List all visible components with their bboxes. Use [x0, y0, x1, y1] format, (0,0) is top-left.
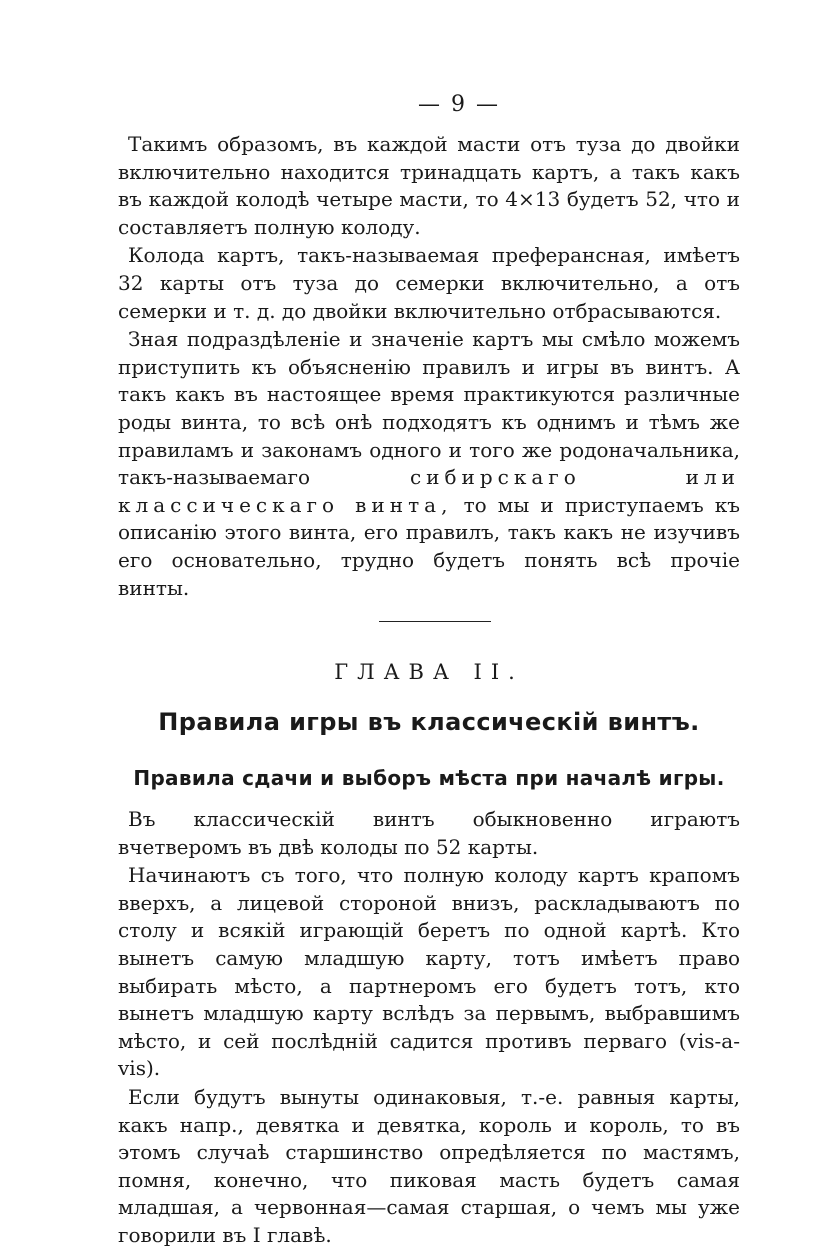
spaced-emphasis: сибирскаго или классическаго винта, — [118, 465, 741, 517]
paragraph-vint-intro-start: Зная подраздѣленіе и значеніе картъ мы смѣло можемъ приступить къ объясненію правилъ и игры въ винтъ. А такъ какъ въ настоящее время практикуются различные роды винта, то всѣ онѣ подходятъ къ однимъ и тѣмъ же правиламъ и законамъ одного и того же родоначальника, такъ-называемаго — [118, 327, 740, 490]
paragraph-vint-intro-end: то мы и приступаемъ къ описанію этого винта, его правилъ, такъ какъ не изучивъ его основательно, трудно будетъ понять всѣ прочіе винты. — [118, 492, 741, 600]
page-number: — 9 — — [418, 92, 500, 117]
paragraph-players: Въ классическій винтъ обыкновенно играютъ вчетверомъ въ двѣ колоды по 52 карты. — [118, 807, 740, 859]
chapter-label: ГЛАВА II. — [334, 660, 524, 685]
paragraph-vint-intro — [118, 326, 740, 602]
paragraph-preference-deck: Колода картъ, такъ-называемая преферансная, имѣетъ 32 карты отъ туза до семерки включительно, а отъ семерки и т. д. до двойки включительно отбрасываются. — [118, 243, 740, 323]
paragraph-equal-cards: Если будутъ вынуты одинаковыя, т.-е. равныя карты, какъ напр., девятка и девятка, король и король, то въ этомъ случаѣ старшинство опредѣляется по мастямъ, помня, конечно, что пиковая масть будетъ самая младшая, а червонная—самая старшая, о чемъ мы уже говорили въ I главѣ. — [118, 1085, 740, 1247]
book-page — [118, 92, 740, 1251]
section-divider — [379, 621, 491, 622]
section-title: Правила сдачи и выборъ мѣста при началѣ игры. — [133, 766, 725, 791]
paragraph-seat-choice: Начинаютъ съ того, что полную колоду картъ крапомъ вверхъ, а лицевой стороной внизъ, раскладываютъ по столу и всякій играющій беретъ по одной картѣ. Кто вынетъ самую младшую карту, тотъ имѣетъ право выбирать мѣсто, а партнеромъ его будетъ тотъ, кто вынетъ младшую карту вслѣдъ за первымъ, выбравшимъ мѣсто, и сей послѣдній садится противъ перваго (vis-a-vis). — [118, 863, 740, 1081]
chapter-title: Правила игры въ классическій винтъ. — [158, 708, 700, 737]
paragraph-suits: Такимъ образомъ, въ каждой масти отъ туза до двойки включительно находится тринадцать картъ, а такъ какъ въ каждой колодѣ четыре масти, то 4×13 будетъ 52, что и составляетъ полную колоду. — [118, 132, 740, 239]
